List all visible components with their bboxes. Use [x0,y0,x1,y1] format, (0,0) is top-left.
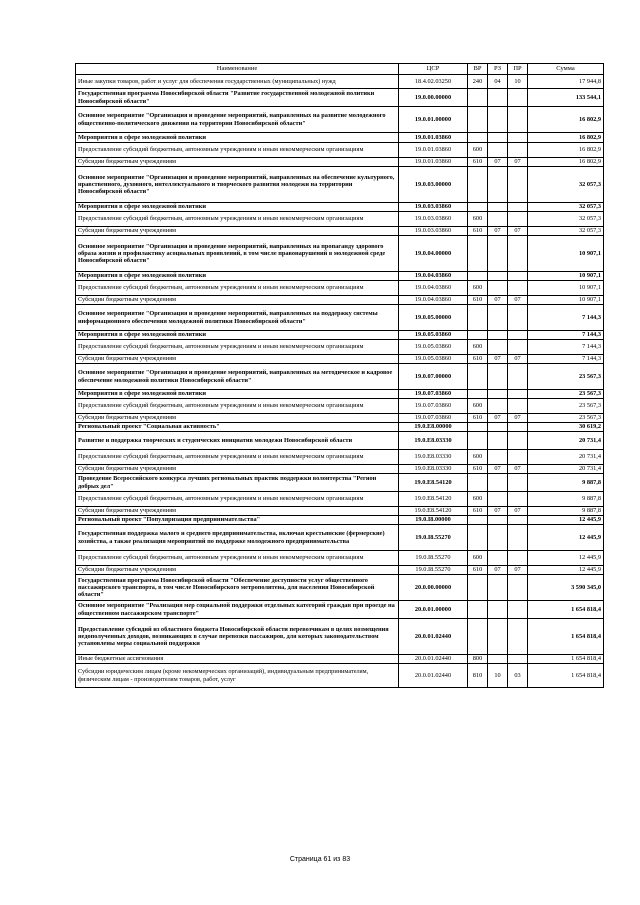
cell-name: Субсидии бюджетным учреждениям [76,296,399,305]
cell-sum: 7 144,3 [528,305,604,331]
cell-pr: 07 [508,296,528,305]
cell-sum: 7 144,3 [528,340,604,355]
cell-sum: 12 445,9 [528,525,604,551]
cell-pr [508,601,528,619]
cell-csr: 20.0.01.02440 [399,655,468,664]
cell-name: Государственная программа Новосибирской области "Обеспечение доступности услуг общественного пассажирского транспорта, в том числе Новосибирского метрополитена, для населения Новосибирской области" [76,575,399,601]
cell-vr [468,432,488,450]
header-csr: ЦСР [399,64,468,75]
table-row [76,619,604,655]
cell-csr: 20.0.00.00000 [399,575,468,601]
cell-name: Государственная поддержка малого и среднего предпринимательства, включая крестьянские (фермерские) хозяйства, а также реализация мероприятий по поддержке молодежного предпринимательства [76,525,399,551]
cell-sum: 9 887,8 [528,507,604,516]
cell-pr: 07 [508,414,528,423]
cell-csr: 19.0.04.03860 [399,281,468,296]
cell-csr: 19.0.E8.03330 [399,465,468,474]
cell-vr [468,89,488,107]
cell-sum: 32 057,3 [528,212,604,227]
cell-vr [468,525,488,551]
cell-sum: 9 887,8 [528,492,604,507]
cell-pr [508,167,528,203]
cell-pr [508,516,528,525]
cell-rz [488,619,508,655]
table-row [76,566,604,575]
cell-pr [508,423,528,432]
cell-pr [508,331,528,340]
table-row [76,507,604,516]
table-row [76,143,604,158]
cell-name: Мероприятия в сфере молодежной политики [76,203,399,212]
table-row [76,203,604,212]
cell-name: Предоставление субсидий бюджетным, автономным учреждениям и иным некоммерческим организациям [76,143,399,158]
cell-rz [488,281,508,296]
cell-csr: 19.0.E8.03330 [399,450,468,465]
cell-name: Предоставление субсидий бюджетным, автономным учреждениям и иным некоммерческим организациям [76,450,399,465]
cell-name: Иные закупки товаров, работ и услуг для обеспечения государственных (муниципальных) нужд [76,75,399,89]
cell-vr: 610 [468,566,488,575]
cell-sum: 1 654 818,4 [528,619,604,655]
cell-name: Субсидии бюджетным учреждениям [76,507,399,516]
cell-rz: 07 [488,566,508,575]
cell-pr: 10 [508,75,528,89]
cell-name: Мероприятия в сфере молодежной политики [76,331,399,340]
cell-rz [488,305,508,331]
cell-vr: 600 [468,340,488,355]
cell-sum: 17 944,8 [528,75,604,89]
cell-csr: 19.0.01.03860 [399,143,468,158]
cell-sum: 23 567,3 [528,399,604,414]
table-row [76,474,604,492]
cell-pr [508,399,528,414]
table-row [76,340,604,355]
cell-sum: 23 567,3 [528,414,604,423]
cell-pr [508,364,528,390]
budget-table [75,63,604,688]
cell-csr: 19.0.05.03860 [399,355,468,364]
cell-sum: 12 445,9 [528,566,604,575]
cell-rz [488,364,508,390]
cell-sum: 20 731,4 [528,450,604,465]
cell-vr [468,133,488,143]
cell-csr: 20.0.01.02440 [399,619,468,655]
cell-rz: 07 [488,296,508,305]
cell-name: Мероприятия в сфере молодежной политики [76,272,399,281]
cell-vr [468,601,488,619]
cell-name: Основное мероприятие "Организация и проведение мероприятий, направленных на обеспечение культурного, нравственного, духовного, интеллектуального и творческого развития молодежи на территории Новосибирской области" [76,167,399,203]
cell-sum: 32 057,3 [528,203,604,212]
cell-rz [488,399,508,414]
cell-name: Предоставление субсидий бюджетным, автономным учреждениям и иным некоммерческим организациям [76,399,399,414]
cell-vr: 610 [468,227,488,236]
cell-csr: 19.0.07.03860 [399,390,468,399]
table-row [76,516,604,525]
table-row [76,107,604,133]
table-row [76,575,604,601]
cell-vr: 600 [468,450,488,465]
cell-sum: 10 907,1 [528,236,604,272]
cell-sum: 20 731,4 [528,432,604,450]
table-row [76,331,604,340]
table-row [76,450,604,465]
cell-rz [488,551,508,566]
cell-vr: 600 [468,212,488,227]
cell-rz [488,450,508,465]
cell-pr [508,89,528,107]
cell-rz: 04 [488,75,508,89]
cell-csr: 19.0.05.00000 [399,305,468,331]
cell-rz [488,423,508,432]
cell-vr [468,331,488,340]
cell-sum: 30 619,2 [528,423,604,432]
cell-csr: 19.0.07.03860 [399,414,468,423]
cell-csr: 19.0.04.00000 [399,236,468,272]
cell-sum: 7 144,3 [528,355,604,364]
table-row [76,281,604,296]
cell-pr [508,305,528,331]
cell-name: Государственная программа Новосибирской области "Развитие государственной молодежной политики Новосибирской области" [76,89,399,107]
cell-sum: 7 144,3 [528,331,604,340]
cell-sum: 9 887,8 [528,474,604,492]
cell-name: Предоставление субсидий бюджетным, автономным учреждениям и иным некоммерческим организациям [76,551,399,566]
cell-csr: 19.0.03.03860 [399,203,468,212]
cell-name: Основное мероприятие "Организация и проведение мероприятий, направленных на пропаганду здорового образа жизни и профилактику асоциальных проявлений, в том числе правонарушений в молодежной среде Новосибирской области" [76,236,399,272]
table-row [76,227,604,236]
cell-csr: 18.4.02.03250 [399,75,468,89]
cell-csr: 19.0.E8.54120 [399,474,468,492]
header-vr: ВР [468,64,488,75]
cell-rz: 10 [488,664,508,688]
cell-csr: 19.0.E8.00000 [399,423,468,432]
cell-csr: 19.0.I8.55270 [399,551,468,566]
cell-pr [508,143,528,158]
cell-vr [468,423,488,432]
cell-rz [488,390,508,399]
table-header-row [76,64,604,75]
cell-vr: 610 [468,414,488,423]
cell-csr: 19.0.01.03860 [399,133,468,143]
cell-name: Предоставление субсидий бюджетным, автономным учреждениям и иным некоммерческим организациям [76,281,399,296]
cell-csr: 19.0.I8.00000 [399,516,468,525]
cell-csr: 19.0.E8.54120 [399,492,468,507]
cell-rz [488,655,508,664]
table-row [76,399,604,414]
cell-name: Иные бюджетные ассигнования [76,655,399,664]
cell-pr: 03 [508,664,528,688]
header-rz: РЗ [488,64,508,75]
cell-name: Основное мероприятие "Организация и проведение мероприятий, направленных на развитие молодежного общественно-политического движения на территории Новосибирской области" [76,107,399,133]
cell-name: Субсидии бюджетным учреждениям [76,227,399,236]
header-name: Наименование [76,64,399,75]
cell-csr: 20.0.01.00000 [399,601,468,619]
cell-name: Субсидии юридическим лицам (кроме некоммерческих организаций), индивидуальным предпринимателям, физическим лицам - производителям товаров, работ, услуг [76,664,399,688]
cell-pr: 07 [508,566,528,575]
cell-pr [508,133,528,143]
cell-rz [488,272,508,281]
table-row [76,167,604,203]
cell-name: Субсидии бюджетным учреждениям [76,355,399,364]
cell-vr: 600 [468,143,488,158]
cell-csr: 19.0.04.03860 [399,296,468,305]
cell-pr [508,474,528,492]
cell-pr [508,575,528,601]
cell-pr [508,390,528,399]
cell-rz [488,525,508,551]
cell-vr [468,516,488,525]
cell-pr [508,272,528,281]
cell-rz [488,143,508,158]
cell-pr [508,619,528,655]
table-row [76,75,604,89]
cell-pr [508,340,528,355]
table-row [76,525,604,551]
cell-name: Проведение Всероссийского конкурса лучших региональных практик поддержки волонтерства "Регион добрых дел" [76,474,399,492]
cell-csr: 19.0.I8.55270 [399,566,468,575]
cell-sum: 16 802,9 [528,143,604,158]
cell-pr [508,655,528,664]
cell-vr: 610 [468,355,488,364]
table-row [76,601,604,619]
table-row [76,305,604,331]
header-pr: ПР [508,64,528,75]
cell-pr [508,212,528,227]
cell-pr [508,492,528,507]
cell-rz: 07 [488,355,508,364]
cell-rz [488,516,508,525]
cell-vr: 600 [468,399,488,414]
cell-name: Предоставление субсидий бюджетным, автономным учреждениям и иным некоммерческим организациям [76,492,399,507]
cell-rz [488,331,508,340]
cell-pr [508,236,528,272]
cell-vr [468,272,488,281]
cell-rz [488,89,508,107]
cell-vr: 600 [468,551,488,566]
cell-sum: 16 802,9 [528,158,604,167]
cell-vr [468,236,488,272]
cell-rz: 07 [488,158,508,167]
cell-pr: 07 [508,158,528,167]
cell-sum: 32 057,3 [528,227,604,236]
header-sum: Сумма [528,64,604,75]
table-row [76,465,604,474]
table-row [76,655,604,664]
table-row [76,423,604,432]
cell-pr [508,551,528,566]
cell-csr: 19.0.01.00000 [399,107,468,133]
table-row [76,212,604,227]
cell-pr: 07 [508,465,528,474]
budget-table-sheet [75,63,603,688]
cell-sum: 23 567,3 [528,390,604,399]
cell-sum: 133 544,1 [528,89,604,107]
cell-sum: 10 907,1 [528,281,604,296]
cell-pr [508,450,528,465]
cell-name: Субсидии бюджетным учреждениям [76,465,399,474]
cell-rz: 07 [488,507,508,516]
cell-sum: 16 802,9 [528,107,604,133]
cell-vr [468,575,488,601]
cell-csr: 19.0.05.03860 [399,331,468,340]
cell-vr [468,390,488,399]
cell-rz [488,340,508,355]
cell-sum: 12 445,9 [528,551,604,566]
page-footer: Страница 61 из 83 [289,856,351,863]
table-row [76,364,604,390]
table-row [76,236,604,272]
cell-csr: 19.0.07.00000 [399,364,468,390]
cell-vr: 610 [468,158,488,167]
cell-rz [488,432,508,450]
cell-vr: 600 [468,281,488,296]
cell-name: Основное мероприятие "Организация и проведение мероприятий, направленных на методическое и кадровое обеспечение молодежной политики Новосибирской области" [76,364,399,390]
table-row [76,390,604,399]
cell-csr: 19.0.E8.54120 [399,507,468,516]
cell-name: Субсидии бюджетным учреждениям [76,414,399,423]
cell-rz [488,133,508,143]
cell-name: Мероприятия в сфере молодежной политики [76,133,399,143]
cell-name: Региональный проект "Социальная активность" [76,423,399,432]
cell-vr [468,619,488,655]
cell-name: Предоставление субсидий из областного бюджета Новосибирской области перевозчикам в целях возмещения недополученных доходов, возникающих в случае перевозки пассажиров, для которых законодательством установлены меры социальной поддержки [76,619,399,655]
cell-name: Субсидии бюджетным учреждениям [76,566,399,575]
cell-rz [488,212,508,227]
cell-rz: 07 [488,227,508,236]
cell-rz: 07 [488,414,508,423]
table-row [76,492,604,507]
cell-vr: 610 [468,507,488,516]
table-row [76,432,604,450]
cell-rz [488,575,508,601]
cell-rz [488,601,508,619]
cell-name: Основное мероприятие "Реализация мер социальной поддержки отдельных категорий граждан при проезде на общественном пассажирском транспорте" [76,601,399,619]
cell-vr: 610 [468,465,488,474]
cell-name: Мероприятия в сфере молодежной политики [76,390,399,399]
table-row [76,158,604,167]
cell-vr [468,364,488,390]
table-row [76,89,604,107]
cell-vr [468,167,488,203]
cell-name: Субсидии бюджетным учреждениям [76,158,399,167]
cell-vr: 810 [468,664,488,688]
cell-csr: 19.0.07.03860 [399,399,468,414]
cell-vr [468,203,488,212]
cell-vr [468,107,488,133]
cell-sum: 1 654 818,4 [528,655,604,664]
table-row [76,551,604,566]
cell-rz [488,236,508,272]
cell-csr: 19.0.04.03860 [399,272,468,281]
cell-vr [468,305,488,331]
cell-name: Региональный проект "Популяризация предпринимательства" [76,516,399,525]
cell-pr [508,281,528,296]
cell-pr: 07 [508,507,528,516]
cell-sum: 23 567,3 [528,364,604,390]
cell-name: Основное мероприятие "Организация и проведение мероприятий, направленных на поддержку системы информационного обеспечения молодежной политики Новосибирской области" [76,305,399,331]
cell-sum: 10 907,1 [528,296,604,305]
cell-vr: 240 [468,75,488,89]
table-row [76,133,604,143]
cell-csr: 19.0.03.03860 [399,227,468,236]
cell-csr: 19.0.E8.03330 [399,432,468,450]
cell-pr [508,432,528,450]
cell-csr: 19.0.I8.55270 [399,525,468,551]
cell-rz [488,474,508,492]
table-row [76,414,604,423]
table-row [76,664,604,688]
cell-rz [488,107,508,133]
cell-sum: 12 445,9 [528,516,604,525]
cell-vr [468,474,488,492]
cell-vr: 800 [468,655,488,664]
cell-vr: 600 [468,492,488,507]
cell-rz [488,203,508,212]
cell-pr: 07 [508,227,528,236]
cell-name: Развитие и поддержка творческих и студенческих инициатив молодежи Новосибирской области [76,432,399,450]
cell-csr: 19.0.00.00000 [399,89,468,107]
cell-csr: 19.0.01.03860 [399,158,468,167]
cell-sum: 16 802,9 [528,133,604,143]
cell-csr: 19.0.05.03860 [399,340,468,355]
table-row [76,355,604,364]
cell-csr: 19.0.03.03860 [399,212,468,227]
cell-pr [508,107,528,133]
cell-sum: 10 907,1 [528,272,604,281]
cell-sum: 20 731,4 [528,465,604,474]
cell-pr [508,525,528,551]
table-row [76,272,604,281]
cell-rz [488,492,508,507]
cell-sum: 1 654 818,4 [528,601,604,619]
cell-name: Предоставление субсидий бюджетным, автономным учреждениям и иным некоммерческим организациям [76,340,399,355]
cell-sum: 32 057,3 [528,167,604,203]
cell-sum: 1 654 818,4 [528,664,604,688]
cell-sum: 3 590 345,0 [528,575,604,601]
cell-rz [488,167,508,203]
cell-pr [508,203,528,212]
cell-vr: 610 [468,296,488,305]
cell-name: Предоставление субсидий бюджетным, автономным учреждениям и иным некоммерческим организациям [76,212,399,227]
cell-pr: 07 [508,355,528,364]
cell-rz: 07 [488,465,508,474]
table-row [76,296,604,305]
table-body [76,75,604,688]
cell-csr: 19.0.03.00000 [399,167,468,203]
cell-csr: 20.0.01.02440 [399,664,468,688]
